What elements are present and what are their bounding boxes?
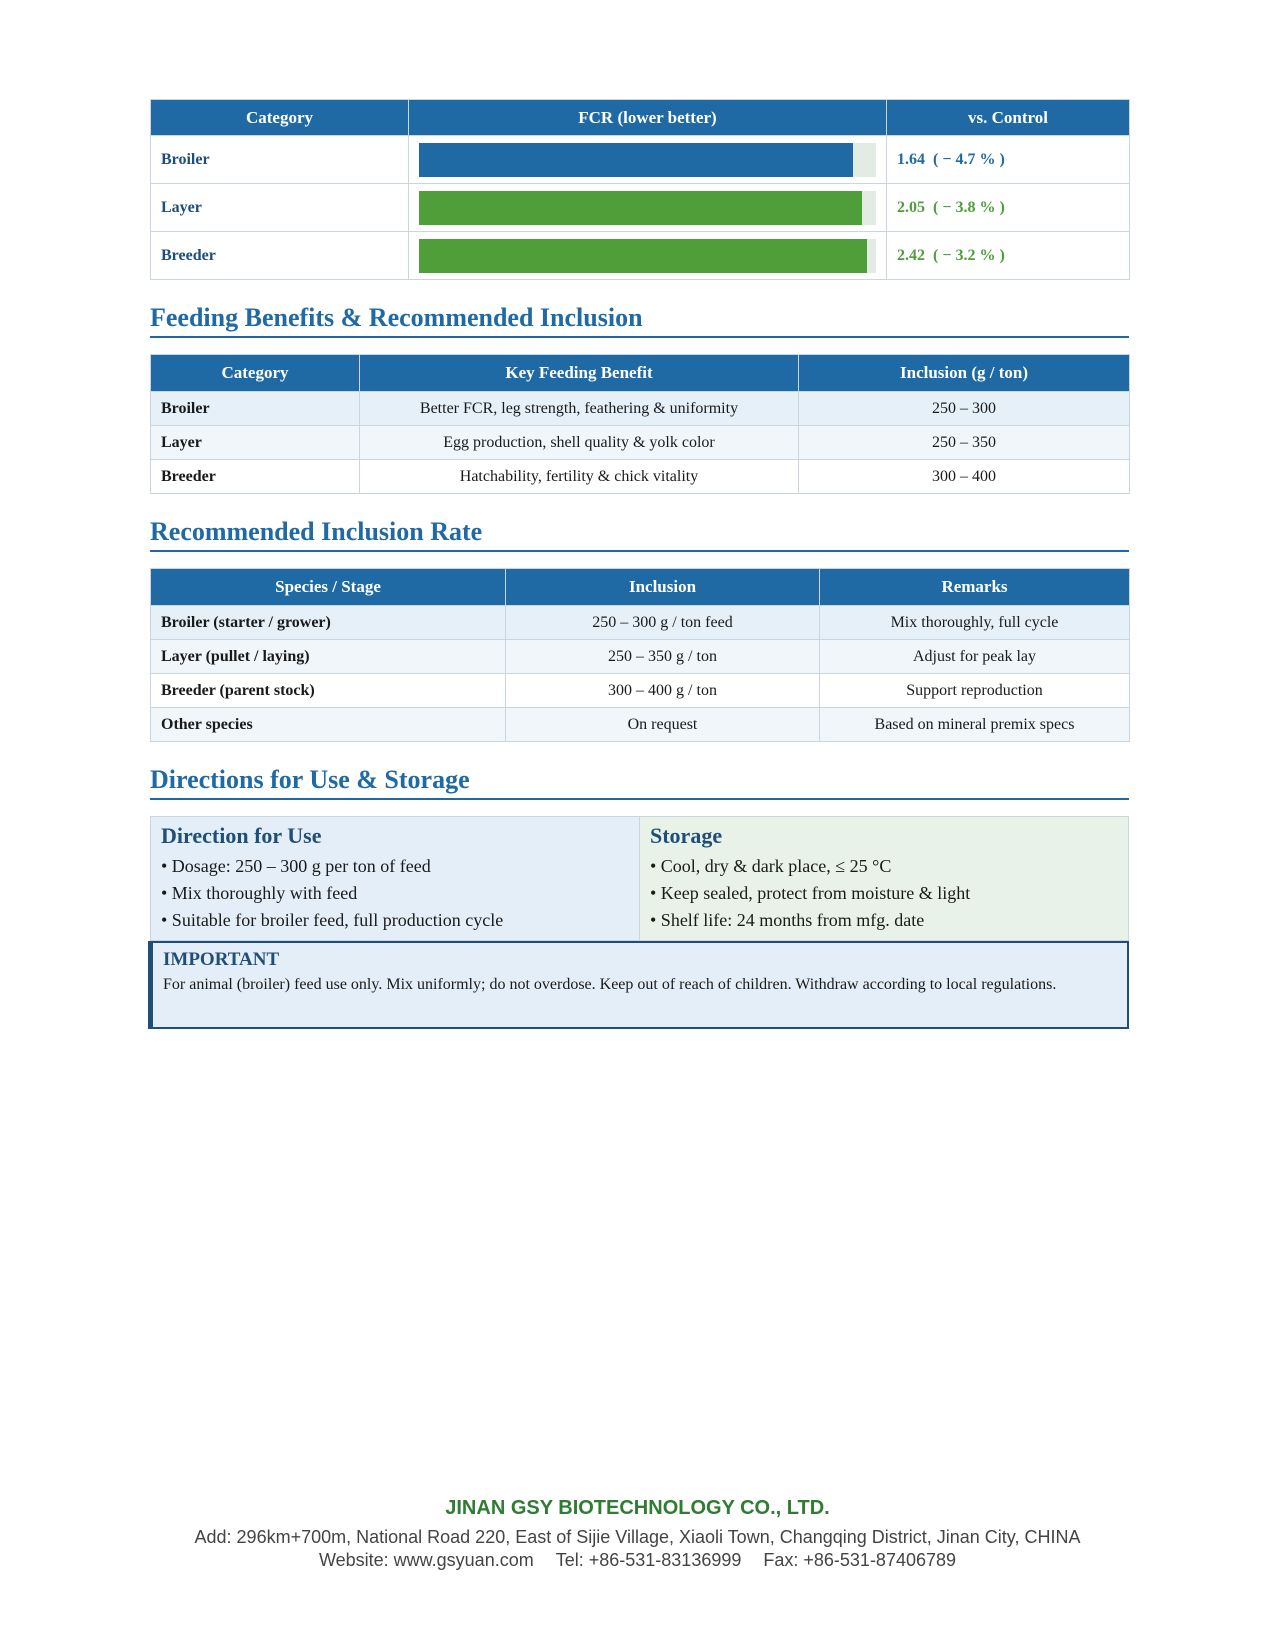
inclusion-rate-header-remarks: Remarks — [820, 569, 1130, 606]
list-item: • Shelf life: 24 months from mfg. date — [650, 910, 925, 930]
inclusion-rate-cell-remarks: Based on mineral premix specs — [820, 708, 1130, 742]
fcr-header-row — [151, 100, 1130, 136]
fcr-delta-breeder: ( − 3.2 % ) — [933, 246, 1005, 264]
feeding-cell-benefit: Better FCR, leg strength, feathering & uniformity — [360, 392, 799, 426]
footer-contact-line — [0, 1550, 1275, 1571]
inclusion-rate-cell-species: Broiler (starter / grower) — [151, 606, 506, 640]
fcr-bar-cell-layer — [409, 184, 887, 232]
feeding-table — [150, 354, 1130, 494]
inclusion-rate-cell-species: Breeder (parent stock) — [151, 674, 506, 708]
fcr-bar-cell-breeder — [409, 232, 887, 280]
footer-fax: Fax: +86-531-87406789 — [763, 1550, 957, 1570]
inclusion-rate-cell-species: Other species — [151, 708, 506, 742]
feeding-cell-inclusion: 250 – 350 — [799, 426, 1130, 460]
storage-heading: Storage — [650, 823, 723, 848]
fcr-value-cell-layer — [887, 184, 1130, 232]
feeding-cell-benefit: Egg production, shell quality & yolk color — [360, 426, 799, 460]
footer-address: Add: 296km+700m, National Road 220, East of Sijie Village, Xiaoli Town, Changqing District, Jinan City, CHINA — [194, 1527, 1081, 1547]
inclusion-rate-table — [150, 568, 1130, 742]
fcr-row-broiler — [151, 136, 1130, 184]
table-row — [151, 392, 1130, 426]
footer-tel: Tel: +86-531-83136999 — [555, 1550, 742, 1570]
fcr-value-layer: 2.05 — [897, 198, 925, 216]
footer-company-name: JINAN GSY BIOTECHNOLOGY CO., LTD. — [445, 1497, 830, 1519]
storage-list — [650, 853, 1118, 934]
list-item: • Cool, dry & dark place, ≤ 25 °C — [650, 856, 892, 876]
table-row — [151, 606, 1130, 640]
direction-for-use-box — [150, 816, 640, 941]
list-item: • Mix thoroughly with feed — [161, 883, 358, 903]
fcr-bar-cell-broiler — [409, 136, 887, 184]
fcr-category-breeder: Breeder — [151, 232, 409, 280]
inclusion-rate-cell-inclusion: On request — [506, 708, 820, 742]
fcr-delta-broiler: ( − 4.7 % ) — [933, 150, 1005, 168]
inclusion-rate-header-species: Species / Stage — [151, 569, 506, 606]
footer-website: Website: www.gsyuan.com — [318, 1550, 534, 1570]
inclusion-rate-section-title: Recommended Inclusion Rate — [150, 517, 1129, 552]
direction-for-use-heading: Direction for Use — [161, 823, 322, 848]
list-item: • Suitable for broiler feed, full production cycle — [161, 910, 504, 930]
feeding-header-row — [151, 355, 1130, 392]
fcr-row-layer — [151, 184, 1130, 232]
fcr-value-breeder: 2.42 — [897, 246, 925, 264]
important-text: For animal (broiler) feed use only. Mix uniformly; do not overdose. Keep out of reach of children. Withdraw according to local regulations. — [163, 976, 1057, 993]
fcr-delta-layer: ( − 3.8 % ) — [933, 198, 1005, 216]
inclusion-rate-cell-inclusion: 250 – 350 g / ton — [506, 640, 820, 674]
inclusion-rate-cell-remarks: Support reproduction — [820, 674, 1130, 708]
direction-for-use-list — [161, 853, 629, 934]
table-row — [151, 674, 1130, 708]
table-row — [151, 708, 1130, 742]
important-notice — [148, 941, 1129, 1029]
feeding-cell-category: Broiler — [151, 392, 360, 426]
fcr-value-broiler: 1.64 — [897, 150, 925, 168]
storage-box — [639, 816, 1129, 941]
table-row — [151, 460, 1130, 494]
inclusion-rate-cell-inclusion: 300 – 400 g / ton — [506, 674, 820, 708]
inclusion-rate-cell-inclusion: 250 – 300 g / ton feed — [506, 606, 820, 640]
fcr-bar-broiler — [419, 143, 853, 177]
fcr-bar-track-broiler — [419, 143, 876, 177]
table-row — [151, 640, 1130, 674]
feeding-section-title: Feeding Benefits & Recommended Inclusion — [150, 303, 1129, 338]
feeding-cell-benefit: Hatchability, fertility & chick vitality — [360, 460, 799, 494]
list-item: • Keep sealed, protect from moisture & light — [650, 883, 971, 903]
fcr-value-cell-breeder — [887, 232, 1130, 280]
fcr-bar-track-layer — [419, 191, 876, 225]
fcr-header-category: Category — [151, 100, 409, 136]
feeding-cell-category: Layer — [151, 426, 360, 460]
fcr-bar-breeder — [419, 239, 867, 273]
inclusion-rate-cell-species: Layer (pullet / laying) — [151, 640, 506, 674]
feeding-cell-inclusion: 250 – 300 — [799, 392, 1130, 426]
fcr-header-fcr: FCR (lower better) — [409, 100, 887, 136]
inclusion-rate-cell-remarks: Mix thoroughly, full cycle — [820, 606, 1130, 640]
feeding-cell-category: Breeder — [151, 460, 360, 494]
inclusion-rate-cell-remarks: Adjust for peak lay — [820, 640, 1130, 674]
feeding-header-inclusion: Inclusion (g / ton) — [799, 355, 1130, 392]
fcr-header-vs-control: vs. Control — [887, 100, 1130, 136]
feeding-cell-inclusion: 300 – 400 — [799, 460, 1130, 494]
inclusion-rate-header-row — [151, 569, 1130, 606]
important-heading: IMPORTANT — [163, 949, 280, 970]
fcr-value-cell-broiler — [887, 136, 1130, 184]
table-row — [151, 426, 1130, 460]
fcr-category-broiler: Broiler — [151, 136, 409, 184]
feeding-header-category: Category — [151, 355, 360, 392]
feeding-header-benefit: Key Feeding Benefit — [360, 355, 799, 392]
footer — [0, 1497, 1275, 1571]
fcr-row-breeder — [151, 232, 1130, 280]
fcr-table — [150, 99, 1130, 280]
fcr-category-layer: Layer — [151, 184, 409, 232]
inclusion-rate-header-inclusion: Inclusion — [506, 569, 820, 606]
directions-section-title: Directions for Use & Storage — [150, 765, 1129, 800]
fcr-bar-track-breeder — [419, 239, 876, 273]
fcr-bar-layer — [419, 191, 862, 225]
list-item: • Dosage: 250 – 300 g per ton of feed — [161, 856, 431, 876]
